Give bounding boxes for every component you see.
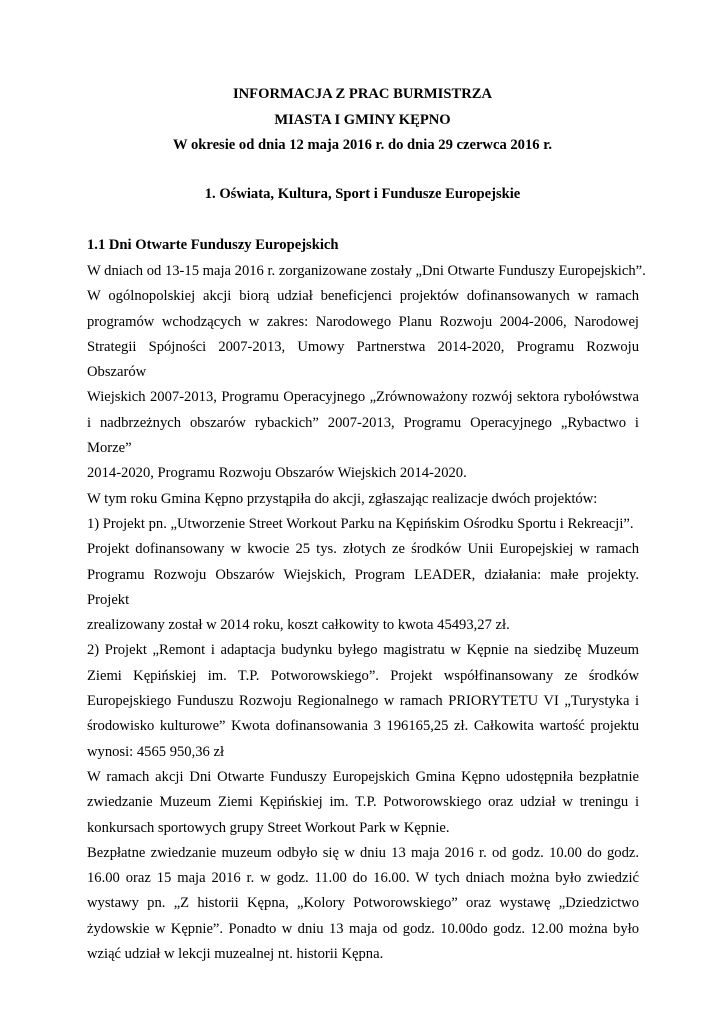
paragraph-line: środowisko kulturowe” Kwota dofinansowania 3 196165,25 zł. Całkowita wartość projektu: [87, 718, 639, 735]
paragraph-line: Ziemi Kępińskiej im. T.P. Potworowskiego”. Projekt współfinansowany ze środków: [87, 667, 639, 684]
paragraph-line: 16.00 oraz 15 maja 2016 r. w godz. 11.00 do 16.00. W tych dniach można było zwiedzić: [87, 870, 639, 887]
paragraph-line: 1) Projekt pn. „Utworzenie Street Workout Parku na Kępińskim Ośrodku Sportu i Rekreacji”.: [87, 515, 634, 532]
paragraph-line: Europejskiego Funduszu Rozwoju Regionalnego w ramach PRIORYTETU VI „Turystyka i: [87, 693, 639, 710]
document-period: W okresie od dnia 12 maja 2016 r. do dnia 29 czerwca 2016 r.: [172, 137, 553, 153]
paragraph-line: 2) Projekt „Remont i adaptacja budynku byłego magistratu w Kępnie na siedzibę Muzeum: [87, 642, 639, 659]
document-title-line-1: INFORMACJA Z PRAC BURMISTRZA: [232, 86, 493, 102]
paragraph-line: Strategii Spójności 2007-2013, Umowy Partnerstwa 2014-2020, Programu Rozwoju Obszarów: [87, 338, 639, 381]
paragraph-line: programów wchodzących w zakres: Narodowego Planu Rozwoju 2004-2006, Narodowej: [87, 313, 639, 330]
paragraph-line: i nadbrzeżnych obszarów rybackich” 2007-2013, Programu Operacyjnego „Rybactwo i Morze”: [87, 414, 639, 457]
paragraph-line: Bezpłatne zwiedzanie muzeum odbyło się w dniu 13 maja 2016 r. od godz. 10.00 do godz.: [87, 844, 639, 861]
paragraph-line: wziąć udział w lekcji muzealnej nt. historii Kępna.: [87, 946, 384, 963]
paragraph-line: Wiejskich 2007-2013, Programu Operacyjnego „Zrównoważony rozwój sektora rybołówstwa: [87, 389, 639, 406]
paragraph-line: zwiedzanie Muzeum Ziemi Kępińskiej im. T.P. Potworowskiego oraz udział w treningu i: [87, 794, 639, 811]
subsection-title: 1.1 Dni Otwarte Funduszy Europejskich: [87, 237, 339, 253]
paragraph-line: W ogólnopolskiej akcji biorą udział beneficjenci projektów dofinansowanych w ramach: [87, 288, 639, 305]
paragraph-line: konkursach sportowych grupy Street Workout Park w Kępnie.: [87, 819, 450, 836]
paragraph-line: 2014-2020, Programu Rozwoju Obszarów Wiejskich 2014-2020.: [87, 465, 467, 482]
paragraph-line: wynosi: 4565 950,36 zł: [87, 743, 225, 760]
body-text: [87, 259, 646, 967]
paragraph-line: W tym roku Gmina Kępno przystąpiła do akcji, zgłaszając realizacje dwóch projektów:: [87, 490, 598, 507]
document-title-line-2: MIASTA I GMINY KĘPNO: [274, 112, 451, 128]
paragraph-line: wystawy pn. „Z historii Kępna, „Kolory Potworowskiego” oraz wystawę „Dziedzictwo: [87, 895, 639, 912]
paragraph-line: W ramach akcji Dni Otwarte Funduszy Europejskich Gmina Kępno udostępniła bezpłatnie: [87, 768, 639, 785]
paragraph-line: Projekt dofinansowany w kwocie 25 tys. złotych ze środków Unii Europejskiej w ramach: [87, 541, 639, 558]
paragraph-line: zrealizowany został w 2014 roku, koszt całkowity to kwota 45493,27 zł.: [87, 617, 510, 634]
section-title: 1. Oświata, Kultura, Sport i Fundusze Europejskie: [204, 186, 521, 202]
paragraph-line: W dniach od 13-15 maja 2016 r. zorganizowane zostały „Dni Otwarte Funduszy Europejskich”.: [87, 263, 646, 279]
paragraph-line: Programu Rozwoju Obszarów Wiejskich, Program LEADER, działania: małe projekty. Projekt: [87, 566, 639, 608]
paragraph-line: żydowskie w Kępnie”. Ponadto w dniu 13 maja od godz. 10.00do godz. 12.00 można było: [87, 920, 639, 937]
